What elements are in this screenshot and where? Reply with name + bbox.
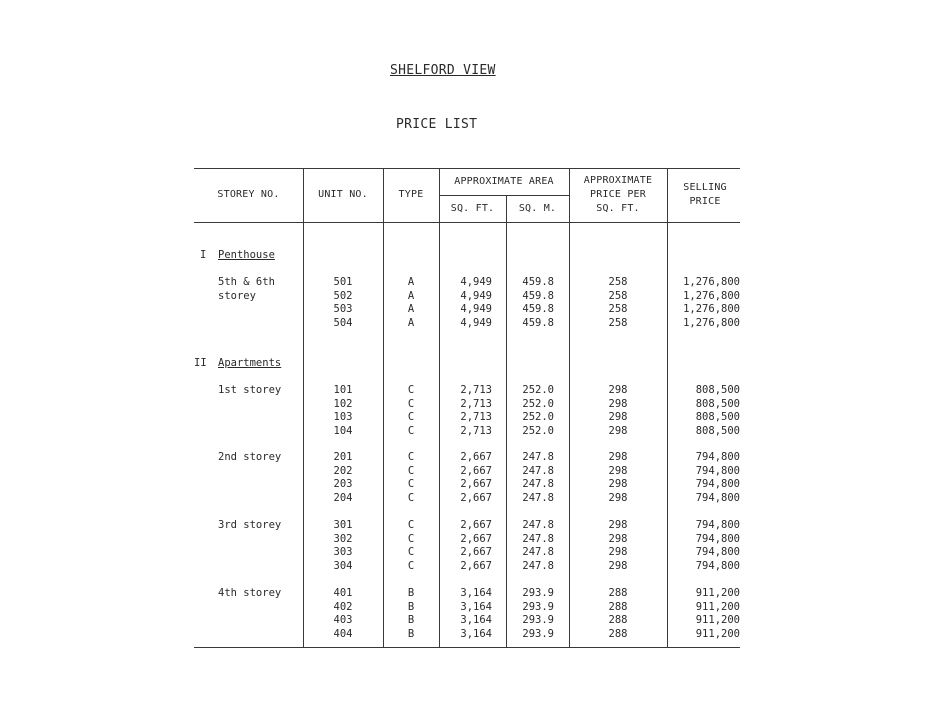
cell-sqm: 252.0 [522,411,554,424]
cell-ppsf: 298 [608,478,628,491]
cell-sqm: 252.0 [522,384,554,396]
cell-unit: 501 [333,276,353,288]
cell-price: 911,200 [695,587,740,599]
cell-sqm: 459.8 [522,289,554,302]
cell-type: C [407,411,415,424]
header-sqm: SQ. M. [518,203,557,214]
cell-ppsf: 298 [608,491,628,504]
cell-sqm: 247.8 [522,519,554,531]
cell-sqm: 247.8 [522,464,554,477]
cell-unit: 402 [333,600,353,613]
cell-sqft: 2,667 [460,559,492,572]
cell-sqft: 2,713 [460,411,492,424]
cell-sqft: 2,667 [460,546,492,559]
cell-ppsf: 258 [608,289,628,302]
cell-type: C [407,478,415,491]
cell-sqft: 4,949 [460,303,492,316]
section-numeral: II [194,357,207,369]
cell-ppsf: 298 [608,532,628,545]
cell-type: B [407,627,415,640]
cell-sqft: 4,949 [460,289,492,302]
cell-price: 794,800 [695,464,740,477]
cell-price: 808,500 [695,411,740,424]
cell-ppsf: 288 [608,614,628,627]
cell-price: 911,200 [695,614,740,627]
cell-price: 1,276,800 [683,303,740,316]
cell-ppsf: 298 [608,397,628,410]
cell-price: 1,276,800 [683,289,740,302]
cell-price: 794,800 [695,559,740,572]
cell-ppsf: 258 [608,303,628,316]
cell-sqft: 3,164 [460,614,492,627]
cell-type: C [407,546,415,559]
cell-sqft: 4,949 [460,316,492,329]
cell-price: 808,500 [695,397,740,410]
cell-unit: 102 [333,397,353,410]
cell-sqft: 3,164 [460,600,492,613]
cell-sqm: 459.8 [522,276,554,288]
cell-sqft: 4,949 [460,276,492,288]
cell-type: C [407,424,415,437]
cell-ppsf: 298 [608,519,628,531]
cell-unit: 202 [333,464,353,477]
cell-unit: 101 [333,384,353,396]
storey-label: 1st storey [218,384,282,396]
cell-sqm: 293.9 [522,614,554,627]
cell-sqft: 3,164 [460,627,492,640]
header-selling-line2: PRICE [689,196,721,207]
cell-ppsf: 298 [608,411,628,424]
cell-sqm: 293.9 [522,600,554,613]
cell-type: C [407,532,415,545]
cell-sqft: 2,713 [460,424,492,437]
storey-label: 5th & 6th [218,276,275,288]
cell-type: A [407,276,415,288]
cell-price: 794,800 [695,546,740,559]
cell-unit: 302 [333,532,353,545]
cell-price: 794,800 [695,478,740,491]
cell-price: 1,276,800 [683,316,740,329]
document-title: SHELFORD VIEW [390,63,496,78]
cell-price: 794,800 [695,451,740,463]
section-name: Penthouse [218,249,275,261]
cell-sqm: 247.8 [522,491,554,504]
cell-ppsf: 288 [608,587,628,599]
header-bottom-rule [194,222,740,223]
header-approx-area: APPROXIMATE AREA [454,176,554,187]
cell-price: 794,800 [695,491,740,504]
cell-unit: 203 [333,478,353,491]
cell-unit: 304 [333,559,353,572]
cell-ppsf: 298 [608,451,628,463]
cell-type: C [407,397,415,410]
cell-unit: 502 [333,289,353,302]
cell-unit: 104 [333,424,353,437]
cell-price: 808,500 [695,384,740,396]
cell-sqft: 2,667 [460,478,492,491]
cell-type: A [407,289,415,302]
cell-ppsf: 288 [608,600,628,613]
cell-type: C [407,464,415,477]
cell-sqm: 247.8 [522,546,554,559]
cell-price: 794,800 [695,532,740,545]
cell-sqft: 2,667 [460,491,492,504]
cell-unit: 301 [333,519,353,531]
cell-unit: 103 [333,411,353,424]
cell-sqm: 459.8 [522,316,554,329]
cell-unit: 201 [333,451,353,463]
header-price-per-line3: SQ. FT. [596,203,640,214]
header-storey: STOREY NO. [217,189,280,200]
cell-sqm: 247.8 [522,559,554,572]
cell-type: A [407,316,415,329]
cell-ppsf: 258 [608,316,628,329]
cell-sqm: 252.0 [522,424,554,437]
cell-sqft: 3,164 [460,587,492,599]
cell-unit: 204 [333,491,353,504]
cell-unit: 404 [333,627,353,640]
cell-type: C [407,384,415,396]
cell-sqft: 2,713 [460,397,492,410]
cell-unit: 303 [333,546,353,559]
cell-sqm: 247.8 [522,451,554,463]
cell-sqm: 252.0 [522,397,554,410]
cell-type: C [407,451,415,463]
cell-ppsf: 298 [608,546,628,559]
cell-type: C [407,491,415,504]
cell-price: 808,500 [695,424,740,437]
table-bottom-rule [194,647,740,648]
cell-sqm: 459.8 [522,303,554,316]
cell-price: 794,800 [695,519,740,531]
section-name: Apartments [218,357,282,369]
header-selling-line1: SELLING [683,182,727,193]
cell-ppsf: 298 [608,464,628,477]
section-numeral: I [200,249,207,261]
cell-ppsf: 288 [608,627,628,640]
cell-unit: 504 [333,316,353,329]
header-type: TYPE [398,189,424,200]
storey-label: 2nd storey [218,451,282,463]
cell-price: 911,200 [695,627,740,640]
cell-type: B [407,587,415,599]
header-unit: UNIT NO. [318,189,368,200]
header-price-per-line1: APPROXIMATE [583,175,653,186]
cell-type: A [407,303,415,316]
cell-sqm: 247.8 [522,478,554,491]
cell-type: C [407,519,415,531]
cell-type: B [407,600,415,613]
cell-ppsf: 298 [608,559,628,572]
cell-unit: 403 [333,614,353,627]
cell-ppsf: 298 [608,424,628,437]
cell-sqm: 293.9 [522,587,554,599]
header-price-per-line2: PRICE PER [590,189,646,200]
cell-sqft: 2,667 [460,451,492,463]
area-subheader-rule [439,195,569,196]
header-sqft: SQ. FT. [450,203,495,214]
cell-unit: 503 [333,303,353,316]
table-top-rule [194,168,740,169]
cell-price: 1,276,800 [683,276,740,288]
storey-label: 3rd storey [218,519,282,531]
cell-type: B [407,614,415,627]
cell-ppsf: 298 [608,384,628,396]
document-subtitle: PRICE LIST [396,117,478,132]
cell-type: C [407,559,415,572]
cell-sqft: 2,667 [460,464,492,477]
cell-sqft: 2,667 [460,519,492,531]
storey-label: 4th storey [218,587,282,599]
cell-unit: 401 [333,587,353,599]
cell-ppsf: 258 [608,276,628,288]
cell-sqm: 247.8 [522,532,554,545]
storey-label: storey [218,290,256,302]
cell-sqm: 293.9 [522,627,554,640]
cell-price: 911,200 [695,600,740,613]
cell-sqft: 2,667 [460,532,492,545]
cell-sqft: 2,713 [460,384,492,396]
